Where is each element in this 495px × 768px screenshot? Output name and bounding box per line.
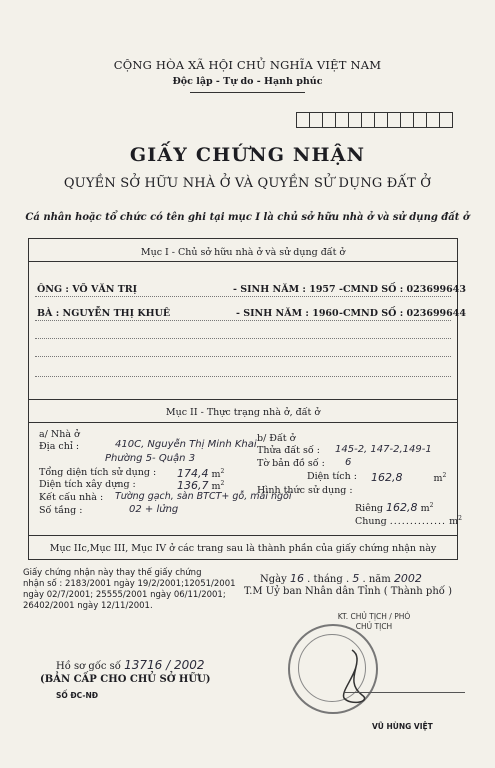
- record-number: Hồ sơ gốc số 13716 / 2002: [56, 658, 205, 672]
- structure-value: Tường gạch, sàn BTCT+ gỗ, mái ngói: [115, 491, 292, 502]
- floor-area-value: 136,7: [177, 479, 209, 492]
- section-footer-note: Mục IIc,Mục III, Mục IV ở các trang sau là thành phần của giấy chứng nhận này: [49, 543, 437, 554]
- shared-row: Chung .............. $m^2$: [355, 515, 462, 528]
- signature-mark: [322, 640, 392, 710]
- parcel-value: 145-2, 147-2,149-1: [335, 444, 432, 455]
- floor-area-row: 136,7 $m^2$: [177, 479, 225, 492]
- floor-area-label: Diện tích xây dựng :: [39, 479, 136, 490]
- land-area-row: 162,8 $m^2$: [371, 471, 447, 484]
- structure-label: Kết cấu nhà :: [39, 492, 104, 503]
- owner-1-name: ÔNG : VÕ VĂN TRỊ: [37, 284, 138, 295]
- signature-line: [345, 692, 465, 693]
- signer-title: KT. CHỦ TỊCH / PHÓ CHỦ TỊCH: [337, 612, 411, 631]
- issued-to: (BẢN CẤP CHO CHỦ SỞ HỮU): [40, 674, 211, 685]
- section1-heading: Mục I - Chủ sở hữu nhà ở và sử dụng đất ở: [140, 247, 346, 258]
- total-area-label: Tổng diện tích sử dụng :: [39, 467, 157, 478]
- owner-2-id: -CMND SỐ : 023699644: [339, 308, 466, 319]
- address-label: Địa chỉ :: [39, 441, 80, 452]
- signer-name: VŨ HÙNG VIỆT: [372, 722, 433, 731]
- private-row: Riêng 162,8 $m^2$: [355, 501, 434, 514]
- floors-label: Số tầng :: [39, 505, 83, 516]
- owner-1-birth: - SINH NĂM : 1957: [233, 284, 336, 295]
- owner-2-name: BÀ : NGUYỄN THỊ KHUÊ: [37, 308, 171, 319]
- map-value: 6: [345, 457, 352, 468]
- national-motto: Độc lập - Tự do - Hạnh phúc: [172, 76, 323, 87]
- land-area-value: 162,8: [371, 471, 403, 484]
- book-number: SỐ ĐC-NĐ: [56, 691, 99, 700]
- replacement-note: Giấy chứng nhận này thay thế giấy chứng nhận số : 2183/2001 ngày 19/2/2001;12051/2001 ngày 02/7/2001; 25555/2001 ngày 06/11/2001; 26402/2001 ngày 12/11/2001.: [23, 568, 236, 611]
- floors-value: 02 + lửng: [129, 504, 179, 515]
- total-area-value: 174,4: [177, 467, 209, 480]
- house-title: a/ Nhà ở: [39, 429, 80, 440]
- land-area-label: Diện tích :: [307, 471, 357, 482]
- total-area-row: 174,4 $m^2$: [177, 467, 225, 480]
- motto-underline: [190, 92, 305, 93]
- parcel-label: Thửa đất số :: [257, 445, 320, 456]
- national-header: CỘNG HÒA XÃ HỘI CHỦ NGHĨA VIỆT NAM: [113, 58, 382, 72]
- section2-heading: Mục II - Thực trạng nhà ở, đất ở: [165, 407, 321, 418]
- map-label: Tờ bản đồ số :: [257, 458, 325, 469]
- owner-2-birth: - SINH NĂM : 1960: [236, 308, 339, 319]
- issuing-authority: T.M Uỷ ban Nhân dân Tỉnh ( Thành phố ): [244, 586, 452, 597]
- use-label: Hình thức sử dụng :: [257, 485, 353, 496]
- intro-text: Cá nhân hoặc tổ chức có tên ghi tại mục I là chủ sở hữu nhà ở và sử dụng đất ở: [25, 212, 470, 223]
- land-title: b/ Đất ở: [257, 433, 296, 444]
- certificate-box: [28, 238, 466, 560]
- document-subtitle: QUYỀN SỞ HỮU NHÀ Ở VÀ QUYỀN SỬ DỤNG ĐẤT Ở: [63, 176, 432, 191]
- document-title: GIẤY CHỨNG NHẬN: [129, 144, 366, 166]
- address-line2: Phường 5- Quận 3: [105, 453, 196, 464]
- address-line1: 410C, Nguyễn Thị Minh Khai: [115, 439, 257, 450]
- private-value: 162,8: [386, 501, 418, 514]
- serial-number-boxes: [297, 112, 453, 128]
- shared-label: Chung: [355, 516, 387, 528]
- issue-date: Ngày 16 . tháng . 5 . năm 2002: [260, 572, 422, 585]
- owner-1-id: -CMND SỐ : 023699643: [339, 284, 466, 295]
- private-label: Riêng: [355, 503, 384, 514]
